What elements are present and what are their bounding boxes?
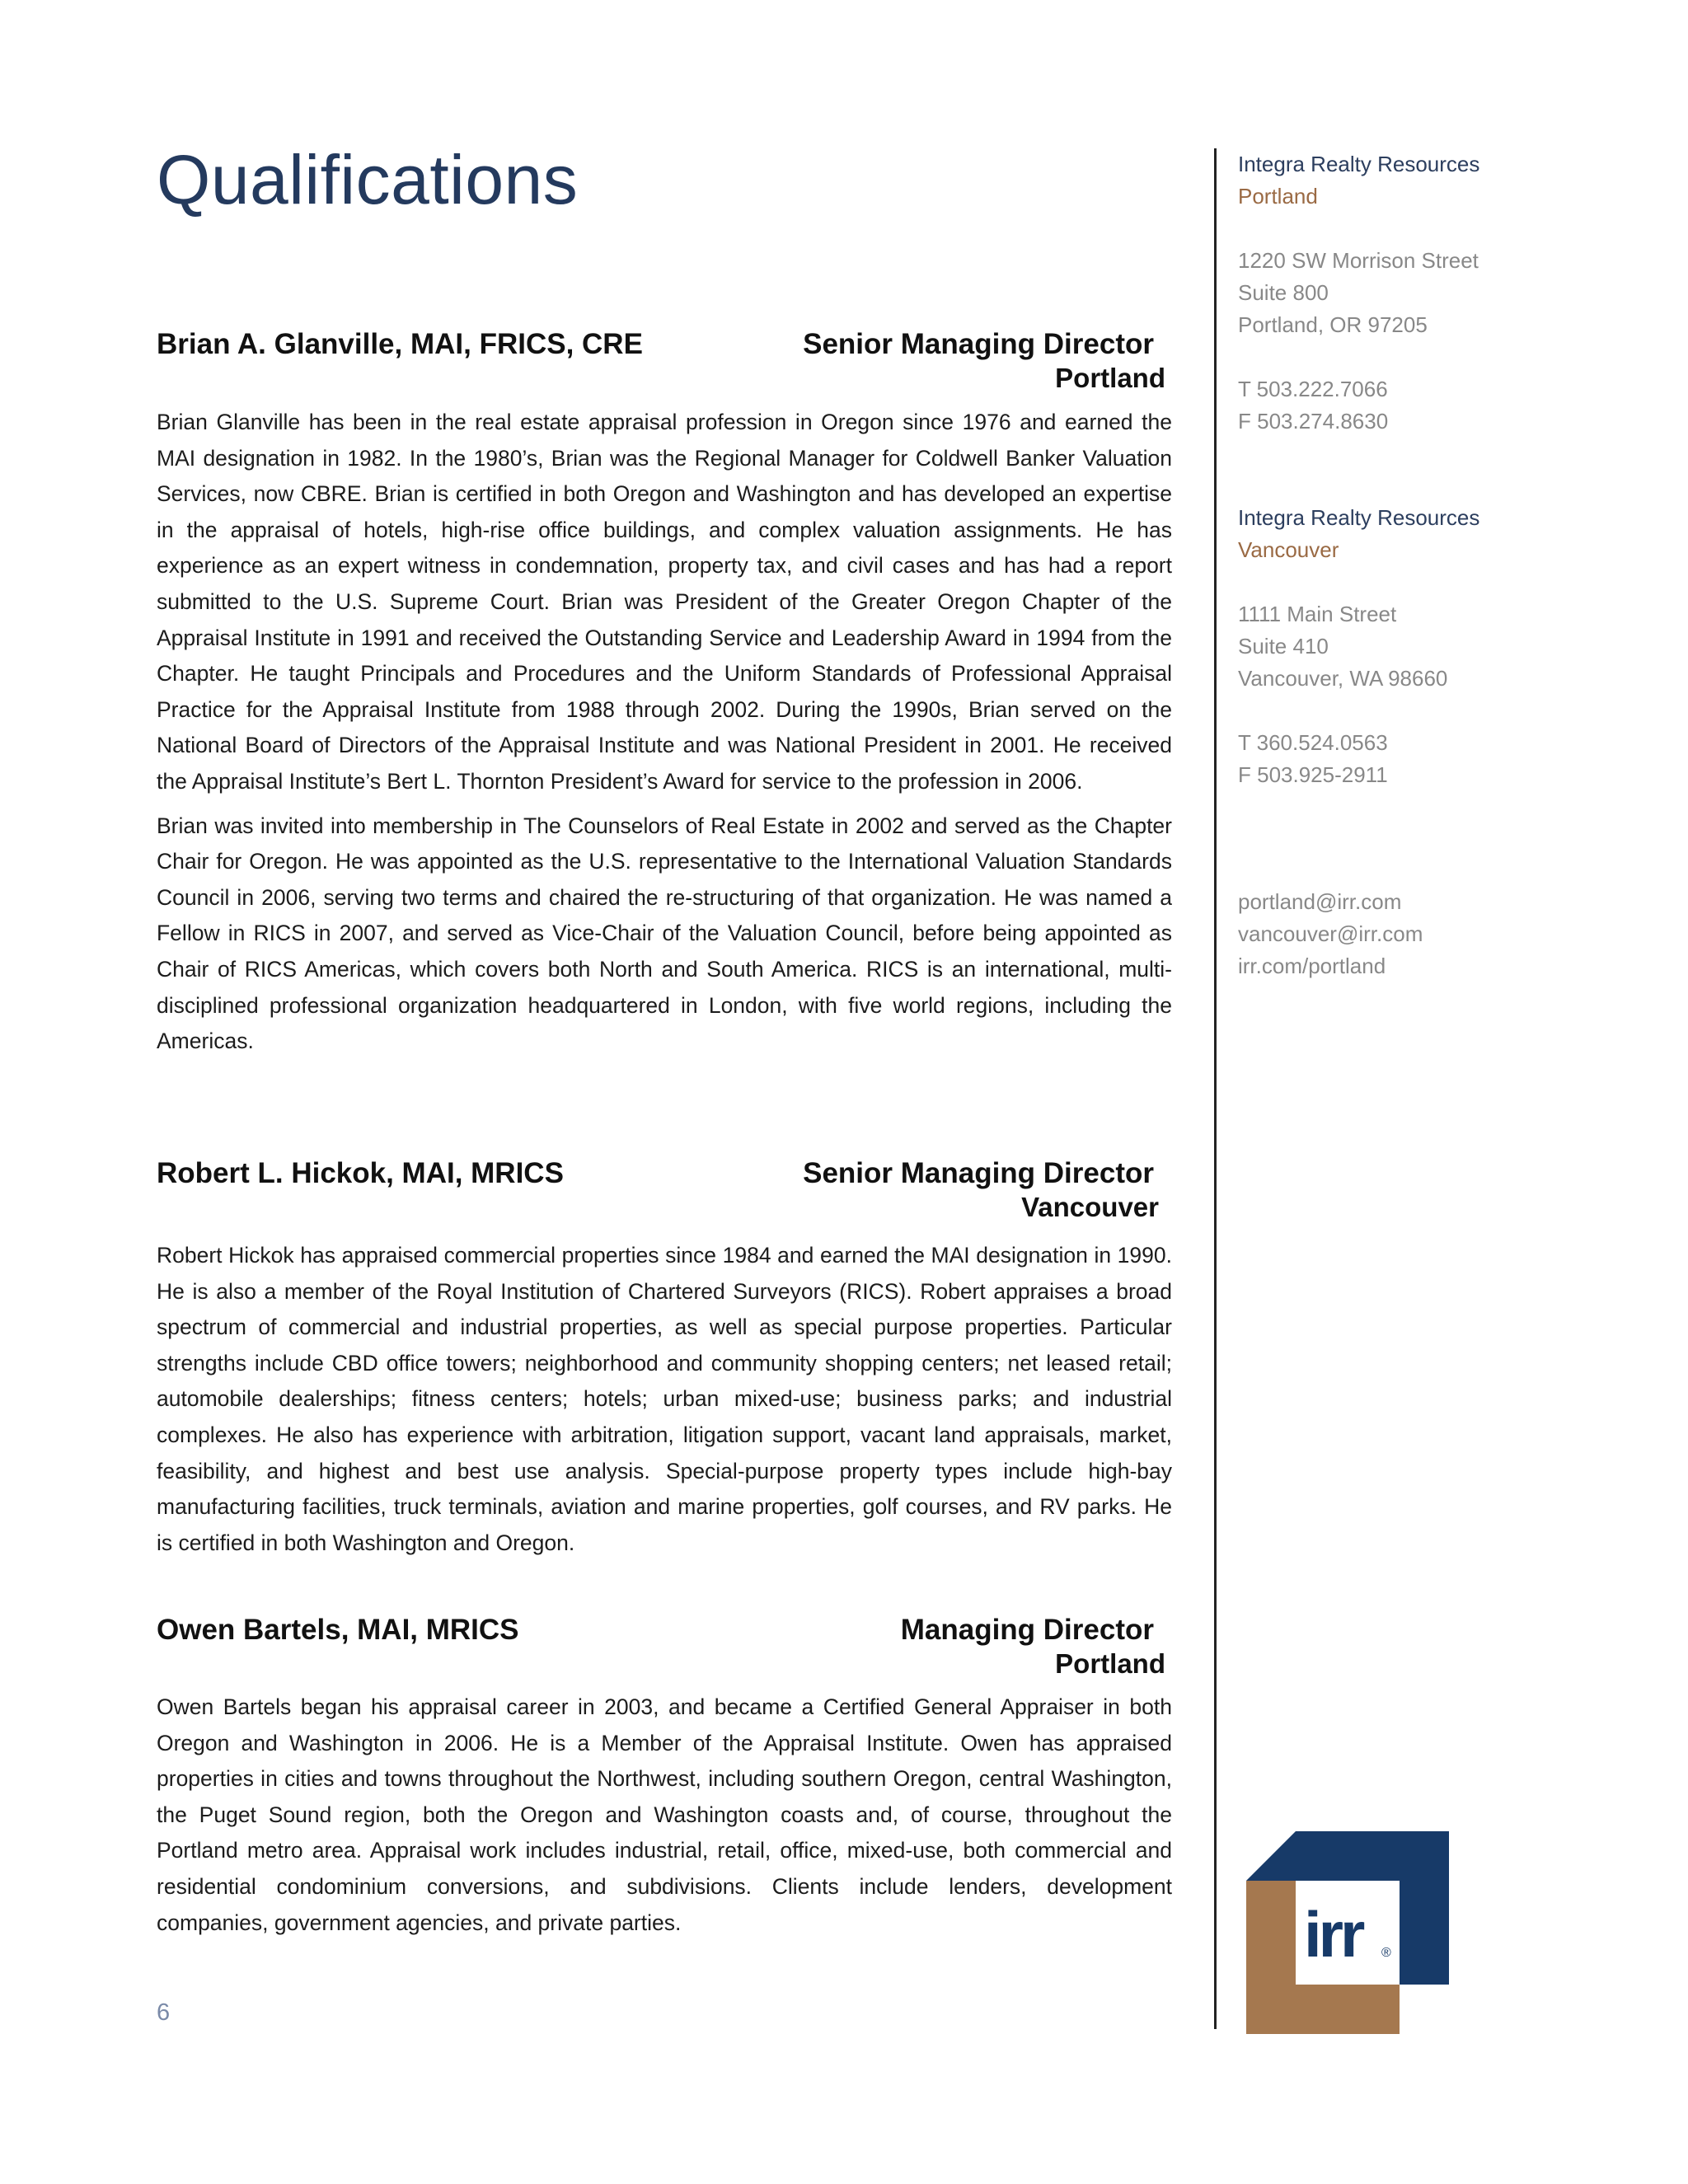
irr-logo [1246, 1831, 1449, 2034]
office-fax: F 503.925-2911 [1238, 762, 1388, 787]
office-phone: T 360.524.0563 [1238, 730, 1388, 755]
page-title: Qualifications [157, 141, 579, 218]
office-suite: Suite 800 [1238, 280, 1329, 305]
profile-name: Brian A. Glanville, MAI, FRICS, CRE [157, 328, 643, 360]
profile-title: Managing Director [900, 1614, 1154, 1646]
profile-office: Portland [1055, 1648, 1165, 1679]
profile-name: Robert L. Hickok, MAI, MRICS [157, 1157, 564, 1189]
profile-name: Owen Bartels, MAI, MRICS [157, 1614, 519, 1646]
profile-office: Vancouver [1021, 1192, 1159, 1222]
office-suite: Suite 410 [1238, 634, 1329, 658]
profile-paragraph: Robert Hickok has appraised commercial properties since 1984 and earned the MAI designation in 1990. He is also a member of the Royal Institution of Chartered Surveyors (RICS). Robert appraises a broad spectrum of commercial and industrial properties, as well as special purpose properties. Particular strengths include CBD office towers; neighborhood and community shopping centers; net leased retail; automobile dealerships; fitness centers; hotels; urban mixed-use; business parks; and industrial complexes. He also has experience with arbitration, litigation support, vacant land appraisals, market, feasibility, and highest and best use analysis. Special-purpose property types include high-bay manufacturing facilities, truck terminals, aviation and marine properties, golf courses, and RV parks. He is certified in both Washington and Oregon. [157, 1243, 1172, 1555]
profile-paragraph: Brian was invited into membership in The Counselors of Real Estate in 2002 and served as the Chapter Chair for Oregon. He was appointed as the U.S. representative to the International Valuation Standards Council in 2006, serving two terms and chaired the re-structuring of that organization. He was named a Fellow in RICS in 2007, and served as Vice-Chair of the Valuation Council, before being appointed as Chair of RICS Americas, which covers both North and South America. RICS is an international, multi-disciplined professional organization headquartered in London, with five world regions, including the Americas. [157, 813, 1172, 1054]
office-company: Integra Realty Resources [1238, 152, 1480, 176]
profile-header-bartels [157, 1614, 1172, 1696]
office-street: 1111 Main Street [1238, 602, 1397, 626]
logo-wordmark: irr [1304, 1898, 1362, 1971]
office-street: 1220 SW Morrison Street [1238, 248, 1479, 273]
office-company: Integra Realty Resources [1238, 505, 1480, 530]
sidebar-divider [1214, 148, 1217, 2029]
profile-title: Senior Managing Director [803, 328, 1154, 360]
office-city: Vancouver [1238, 537, 1339, 562]
profile-body-glanville [157, 405, 1172, 1068]
profile-paragraph: Brian Glanville has been in the real estate appraisal profession in Oregon since 1976 and earned the MAI designation in 1982. In the 1980’s, Brian was the Regional Manager for Coldwell Banker Valuation Services, now CBRE. Brian is certified in both Oregon and Washington and has developed an expertise in the appraisal of hotels, high-rise office buildings, and complex valuation assignments. He has experience as an expert witness in condemnation, property tax, and civil cases and has had a report submitted to the U.S. Supreme Court. Brian was President of the Greater Oregon Chapter of the Appraisal Institute in 1991 and received the Outstanding Service and Leadership Award in 1994 from the Chapter. He taught Principals and Procedures and the Uniform Standards of Professional Appraisal Practice for the Appraisal Institute from 1988 through 2002. During the 1990s, Brian served on the National Board of Directors of the Appraisal Institute and was National President in 2001. He received the Appraisal Institute’s Bert L. Thornton President’s Award for service to the profession in 2006. [157, 410, 1172, 794]
contact-website[interactable]: irr.com/portland [1238, 954, 1386, 978]
contact-email-portland[interactable]: portland@irr.com [1238, 889, 1402, 914]
sidebar-contact [1238, 148, 1667, 982]
profile-title: Senior Managing Director [803, 1157, 1154, 1189]
office-city-line: Vancouver, WA 98660 [1238, 666, 1448, 691]
contact-email-vancouver[interactable]: vancouver@irr.com [1238, 921, 1423, 946]
profile-header-glanville [157, 328, 1172, 410]
profile-body-hickok [157, 1238, 1172, 1569]
profile-paragraph: Owen Bartels began his appraisal career in 2003, and became a Certified General Appraiser in both Oregon and Washington in 2006. He is a Member of the Appraisal Institute. Owen has appraised properties in cities and towns throughout the Northwest, including southern Oregon, central Washington, the Puget Sound region, both the Oregon and Washington coasts and, of course, throughout the Portland metro area. Appraisal work includes industrial, retail, office, mixed-use, both commercial and residential condominium conversions, and subdivisions. Clients include lenders, development companies, government agencies, and private parties. [157, 1694, 1172, 1935]
office-city: Portland [1238, 184, 1318, 209]
office-fax: F 503.274.8630 [1238, 409, 1389, 434]
office-city-line: Portland, OR 97205 [1238, 312, 1428, 337]
profile-office: Portland [1055, 363, 1165, 393]
profile-header-hickok [157, 1157, 1172, 1240]
page-number: 6 [157, 1999, 171, 2026]
profile-body-bartels [157, 1690, 1172, 1949]
office-phone: T 503.222.7066 [1238, 377, 1388, 401]
logo-registered-mark: ® [1381, 1946, 1391, 1960]
